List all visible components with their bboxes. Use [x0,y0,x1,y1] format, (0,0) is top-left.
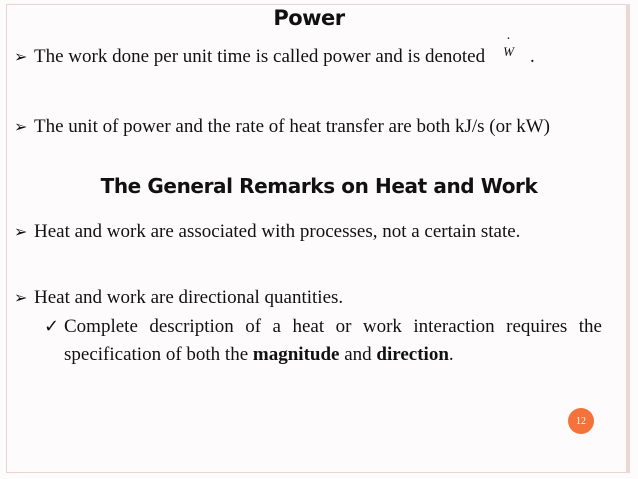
sub-bullet-text-end: . [448,344,454,365]
bullet-text-end: . [529,46,535,67]
section-subtitle: The General Remarks on Heat and Work [100,174,538,198]
bullet-text: Heat and work are associated with processes, not a certain state. [34,221,521,242]
bullet-item-1 [16,43,602,72]
bullet-text: Heat and work are directional quantities. [34,287,344,308]
arrow-bullet-icon: ➢ [14,47,28,66]
power-symbol: · W [503,38,514,66]
bullet-text: The work done per unit time is called power and is denoted [34,46,486,67]
sub-bullet-item [42,313,602,369]
slide-edge-stripe [626,4,630,473]
bullet-item-2 [16,113,602,141]
bullet-item-3 [16,218,602,246]
page-number-badge: 12 [568,408,594,434]
sub-bullet-text: Complete description of a heat or work interaction requires the specification of both the [64,316,602,365]
emphasis-direction: direction [376,344,449,365]
checkmark-bullet-icon: ✓ [44,316,60,337]
bullet-item-4 [16,284,602,312]
slide-title: Power [273,6,345,30]
bullet-text: The unit of power and the rate of heat transfer are both kJ/s (or kW) [34,116,550,137]
emphasis-magnitude: magnitude [252,344,340,365]
arrow-bullet-icon: ➢ [14,117,28,136]
sub-bullet-text-mid: and [339,344,377,365]
arrow-bullet-icon: ➢ [14,222,28,241]
arrow-bullet-icon: ➢ [14,288,28,307]
